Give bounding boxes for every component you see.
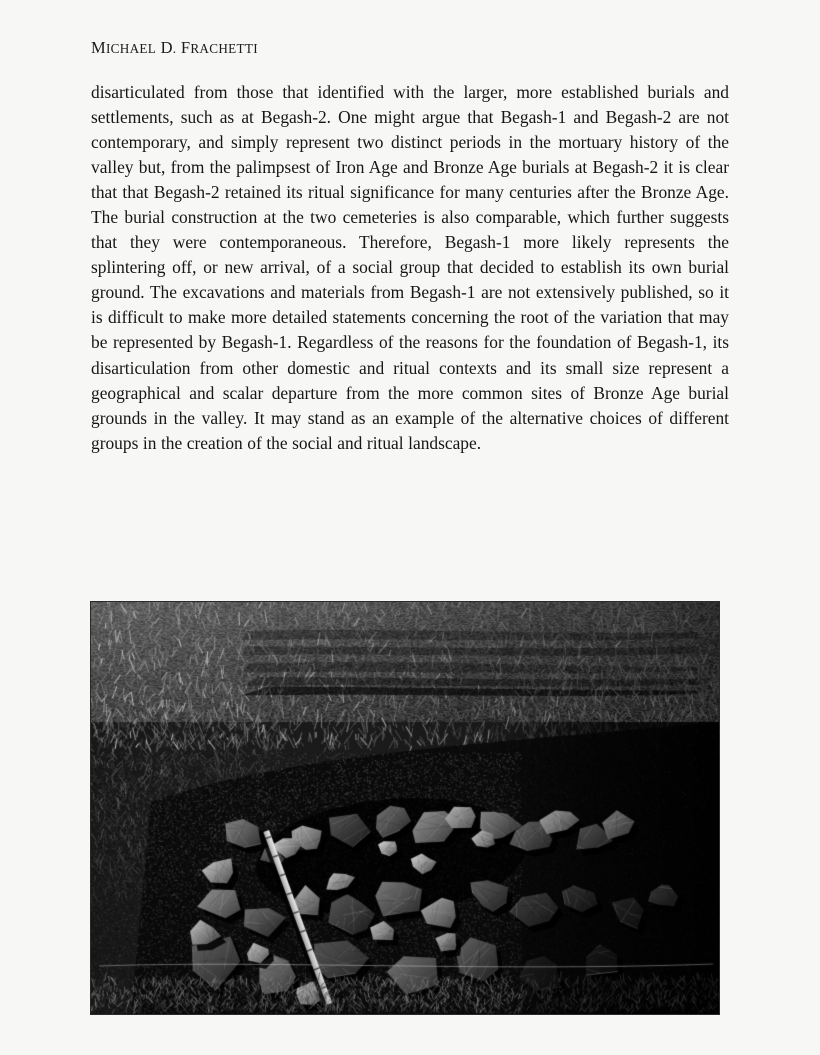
running-head-rest-period: . [172, 41, 177, 56]
running-head-rest-ichael: ICHAEL [105, 41, 157, 56]
excavation-photograph [91, 602, 719, 1014]
running-head-text [91, 38, 258, 57]
body-text-column [91, 80, 729, 456]
running-head [91, 38, 729, 58]
photograph-canvas [91, 602, 719, 1014]
running-head-initial-f: F [180, 38, 191, 57]
figure-block [91, 602, 719, 1014]
running-head-rest-rachetti: RACHETTI [190, 41, 258, 56]
body-paragraph: disarticulated from those that identified with the larger, more established burials and settlements, such as at Begash-2. One might argue that Begash-1 and Begash-2 are not contemporary, and simply represent two distinct periods in the mortuary history of the valley but, from the palimpsest of Iron Age and Bronze Age burials at Begash-2 it is clear that that Begash-2 retained its ritual significance for many centuries after the Bronze Age. The burial construction at the two cemeteries is also comparable, which further suggests that they were contemporaneous. Therefore, Begash-1 more likely represents the splintering off, or new arrival, of a social group that decided to establish its own burial ground. The excavations and materials from Begash-1 are not extensively published, so it is difficult to make more detailed statements concerning the root of the variation that may be represented by Begash-1. Regardless of the reasons for the foundation of Begash-1, its disarticulation from other domestic and ritual contexts and its small size represent a geographical and scalar departure from the more common sites of Bronze Age burial grounds in the valley. It may stand as an example of the alternative choices of different groups in the creation of the social and ritual landscape. [91, 82, 729, 453]
running-head-initial-d: D [160, 38, 173, 57]
running-head-initial-m: M [91, 38, 106, 57]
